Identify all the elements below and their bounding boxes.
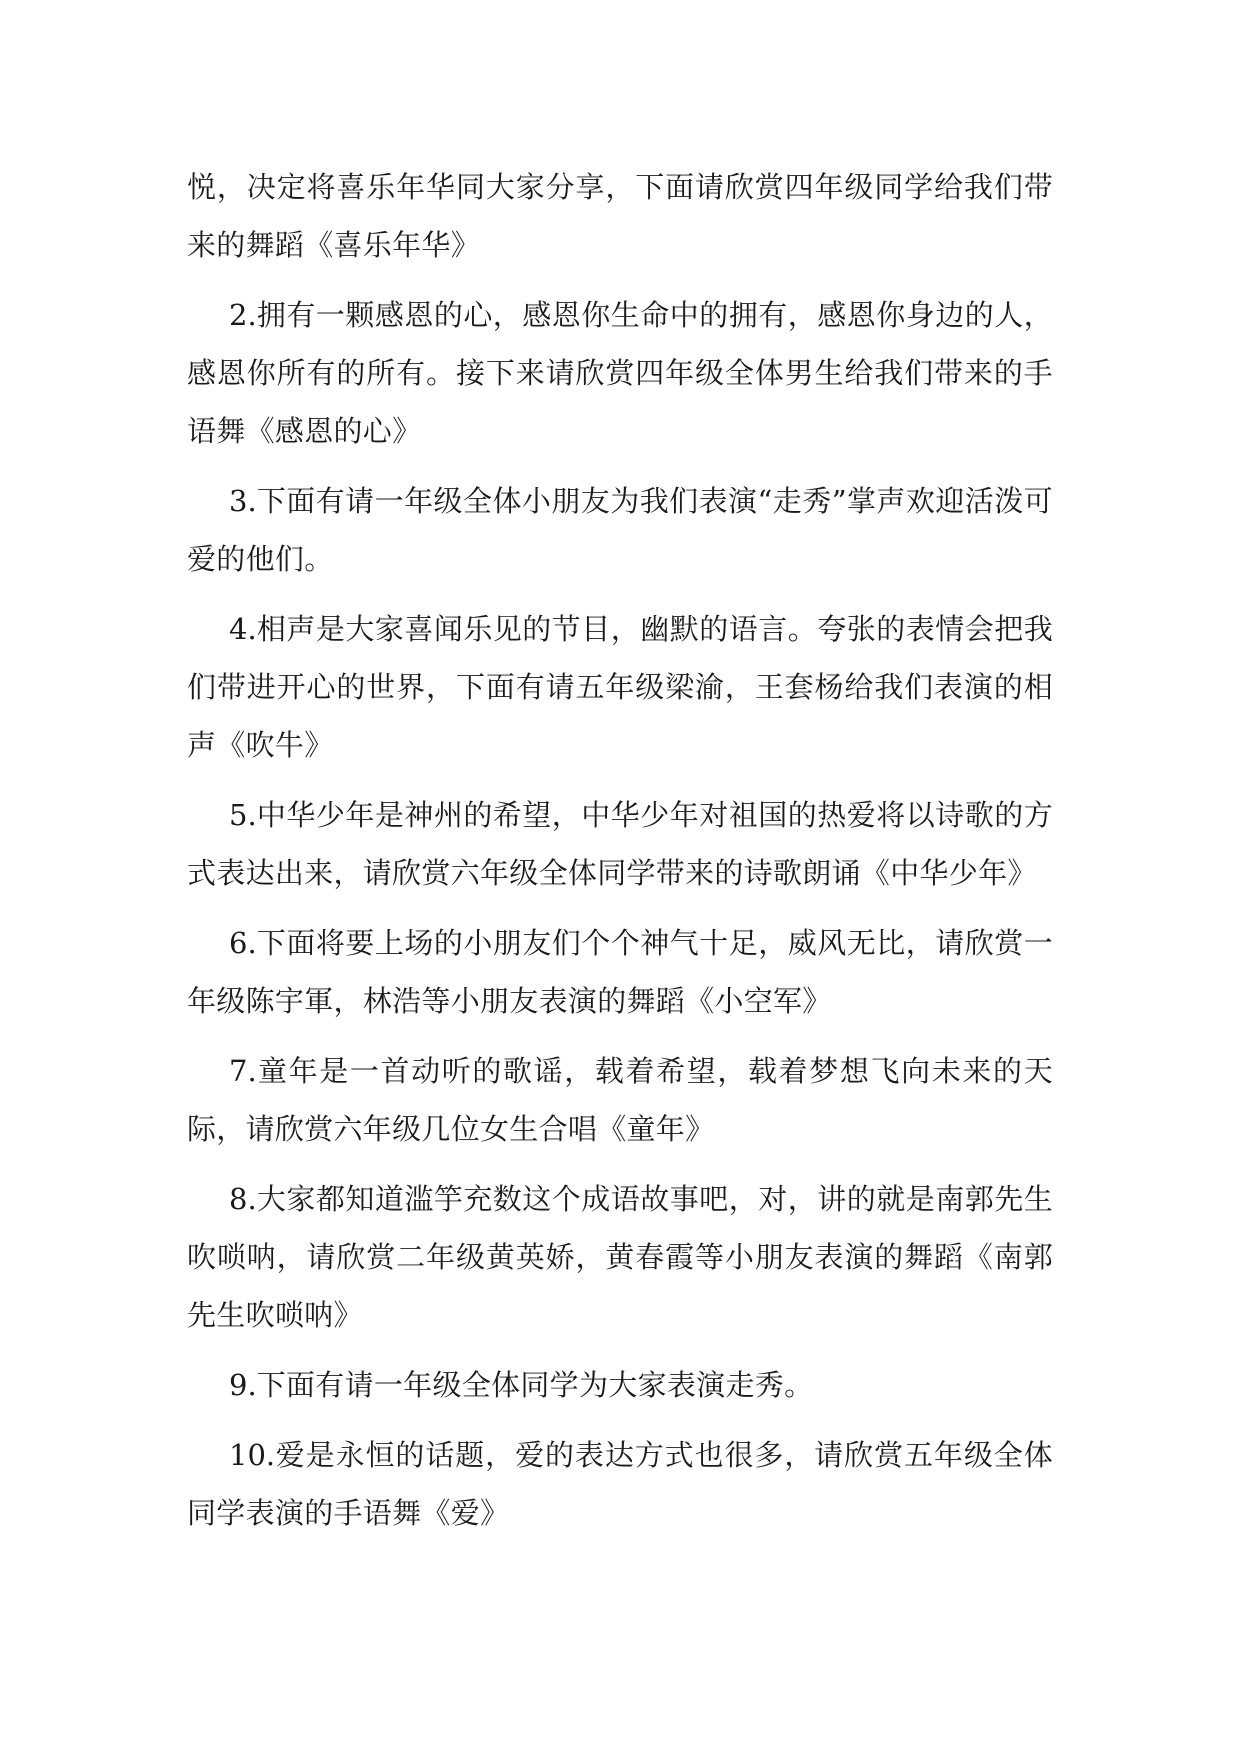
paragraph-item-10 — [187, 1426, 1053, 1542]
paragraph-text: 中华少年是神州的希望，中华少年对祖国的热爱将以诗歌的方式表达出来，请欣赏六年级全体同学带来的诗歌朗诵《中华少年》 — [187, 798, 1053, 890]
item-number: 2. — [229, 298, 257, 332]
paragraph-text: 下面将要上场的小朋友们个个神气十足，威风无比，请欣赏一年级陈宇軍，林浩等小朋友表演的舞蹈《小空军》 — [187, 926, 1053, 1018]
paragraph-text: 大家都知道滥竽充数这个成语故事吧，对，讲的就是南郭先生吹唢呐，请欣赏二年级黄英娇，黄春霞等小朋友表演的舞蹈《南郭先生吹唢呐》 — [187, 1182, 1053, 1332]
paragraph-text: 下面有请一年级全体同学为大家表演走秀。 — [256, 1368, 814, 1402]
paragraph-item-5 — [187, 786, 1053, 902]
item-number: 5. — [229, 798, 257, 832]
paragraph-text: 童年是一首动听的歌谣，载着希望，载着梦想飞向未来的天际，请欣赏六年级几位女生合唱《童年》 — [187, 1054, 1053, 1146]
paragraph-item-9 — [187, 1356, 1053, 1414]
paragraph-item-6 — [187, 914, 1053, 1030]
item-number: 3. — [229, 484, 257, 518]
paragraph-text: 下面有请一年级全体小朋友为我们表演“走秀”掌声欢迎活泼可爱的他们。 — [187, 484, 1053, 576]
item-number: 10. — [229, 1438, 276, 1472]
paragraph-item-2 — [187, 286, 1053, 460]
paragraph-text: 相声是大家喜闻乐见的节目，幽默的语言。夸张的表情会把我们带进开心的世界，下面有请五年级梁渝，王套杨给我们表演的相声《吹牛》 — [187, 612, 1053, 762]
item-number: 4. — [229, 612, 257, 646]
paragraph-item-4 — [187, 600, 1053, 774]
paragraph-item-8 — [187, 1170, 1053, 1344]
paragraph-item-7 — [187, 1042, 1053, 1158]
paragraph-text: 悦，决定将喜乐年华同大家分享，下面请欣赏四年级同学给我们带来的舞蹈《喜乐年华》 — [187, 170, 1053, 262]
item-number: 8. — [229, 1182, 257, 1216]
item-number: 7. — [229, 1054, 257, 1088]
item-number: 6. — [229, 926, 257, 960]
paragraph-continuation — [187, 158, 1053, 274]
paragraph-item-3 — [187, 472, 1053, 588]
item-number: 9. — [229, 1368, 257, 1402]
paragraph-text: 爱是永恒的话题，爱的表达方式也很多，请欣赏五年级全体同学表演的手语舞《爱》 — [187, 1438, 1053, 1530]
document-body — [187, 158, 1053, 1554]
paragraph-text: 拥有一颗感恩的心，感恩你生命中的拥有，感恩你身边的人，感恩你所有的所有。接下来请欣赏四年级全体男生给我们带来的手语舞《感恩的心》 — [187, 298, 1053, 448]
